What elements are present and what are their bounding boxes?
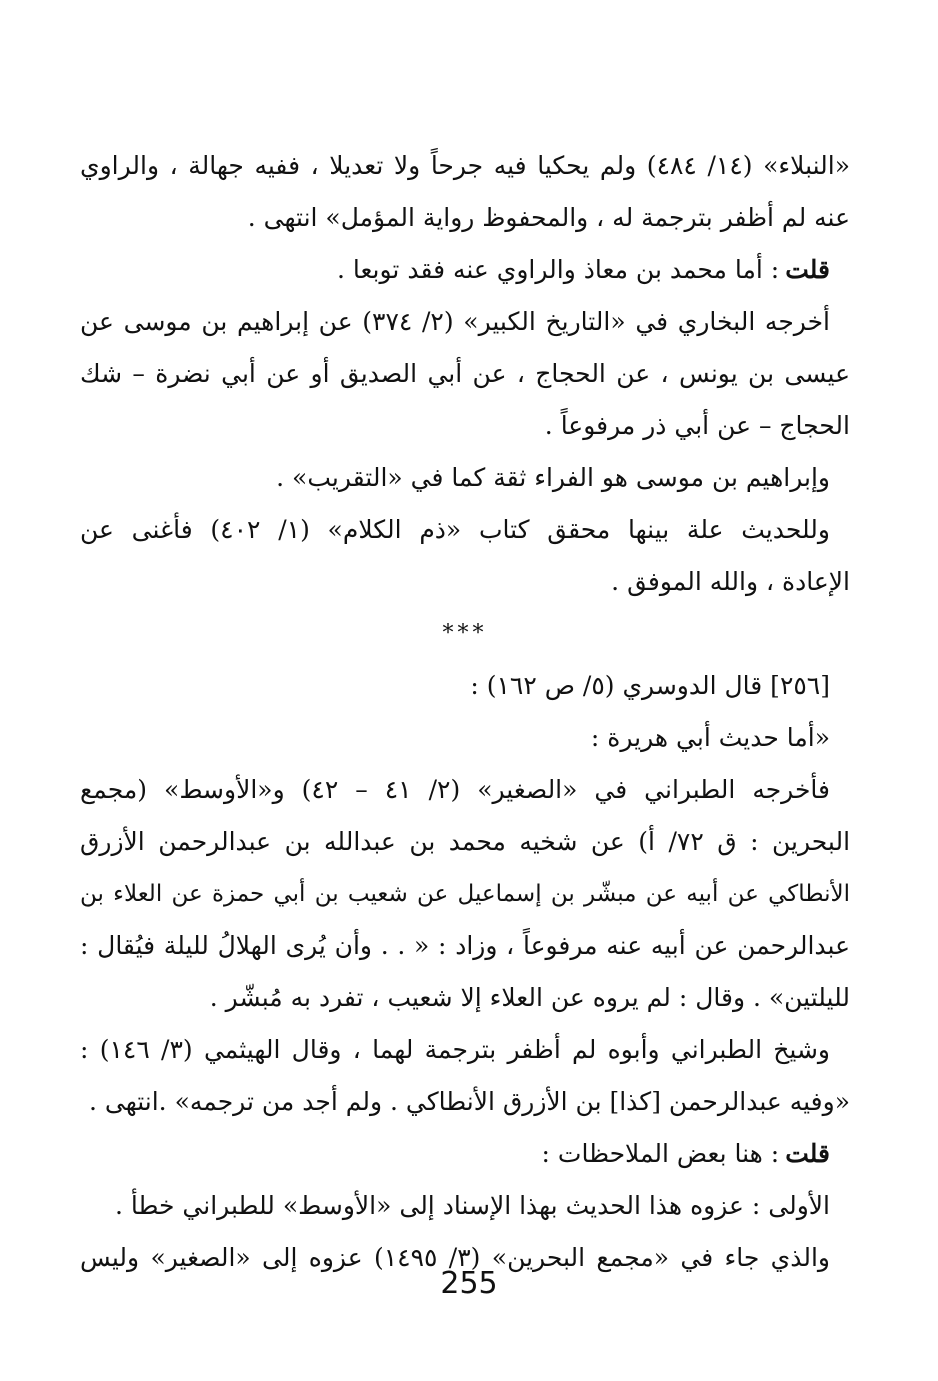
line-text: البحرين : ق ٧٢/ أ) عن شخيه محمد بن عبدالله بن عبدالرحمن الأزرق (80, 827, 850, 856)
line-text: : هنا بعض الملاحظات : (541, 1139, 780, 1168)
text-line (80, 1076, 850, 1128)
text-line (80, 660, 850, 712)
text-line (80, 868, 850, 920)
text-line (80, 920, 850, 972)
page-body-text (80, 140, 850, 1284)
text-line (80, 816, 850, 868)
line-text: «وفيه عبدالرحمن [كذا] بن الأزرق الأنطاكي . ولم أجد من ترجمه» .انتهى . (88, 1087, 850, 1116)
bold-lead-word: قلت (785, 1139, 830, 1168)
line-text: الحجاج – عن أبي ذر مرفوعاً . (544, 411, 850, 440)
line-text: وشيخ الطبراني وأبوه لم أظفر بترجمة لهما ، وقال الهيثمي (٣/ ١٤٦) : (80, 1035, 830, 1064)
text-line (80, 140, 850, 192)
line-text: *** (442, 621, 488, 646)
line-text: الإعادة ، والله الموفق . (611, 567, 850, 596)
text-line (80, 556, 850, 608)
line-text: عبدالرحمن عن أبيه عنه مرفوعاً ، وزاد : « . . وأن يُرى الهلالُ لليلة فيُقال : (80, 931, 850, 960)
text-line (80, 504, 850, 556)
line-text: أخرجه البخاري في «التاريخ الكبير» (٢/ ٣٧٤) عن إبراهيم بن موسى عن (80, 307, 830, 336)
line-text: فأخرجه الطبراني في «الصغير» (٢/ ٤١ – ٤٢) و«الأوسط» (مجمع (80, 775, 830, 804)
section-separator (80, 608, 850, 660)
text-line (80, 452, 850, 504)
text-line (80, 348, 850, 400)
line-text: «النبلاء» (١٤/ ٤٨٤) ولم يحكيا فيه جرحاً ولا تعديلا ، ففيه جهالة ، والراوي (80, 151, 850, 180)
text-line (80, 712, 850, 764)
page-number: 255 (440, 1266, 498, 1301)
line-text: عيسى بن يونس ، عن الحجاج ، عن أبي الصديق أو عن أبي نضرة – شك (80, 359, 850, 388)
line-text: والذي جاء في «مجمع البحرين» (٣/ ١٤٩٥) عزوه إلى «الصغير» وليس (80, 1243, 830, 1272)
line-text: وإبراهيم بن موسى هو الفراء ثقة كما في «التقريب» . (276, 463, 830, 492)
text-line (80, 764, 850, 816)
text-line (80, 296, 850, 348)
text-line (80, 244, 850, 296)
text-line (80, 1180, 850, 1232)
line-text: الأنطاكي عن أبيه عن مبشّر بن إسماعيل عن شعيب بن أبي حمزة عن العلاء بن (80, 881, 850, 907)
text-line (80, 1128, 850, 1180)
text-line (80, 192, 850, 244)
line-text: وللحديث علة بينها محقق كتاب «ذم الكلام» (١/ ٤٠٢) فأغنى عن (80, 515, 830, 544)
line-text: : أما محمد بن معاذ والراوي عنه فقد توبعا . (336, 255, 780, 284)
bold-lead-word: قلت (785, 255, 830, 284)
line-text: «أما حديث أبي هريرة : (590, 723, 830, 752)
line-text: لليلتين» . وقال : لم يروه عن العلاء إلا شعيب ، تفرد به مُبشّر . (209, 983, 850, 1012)
text-line (80, 1024, 850, 1076)
line-text: الأولى : عزوه هذا الحديث بهذا الإسناد إلى «الأوسط» للطبراني خطأ . (115, 1191, 830, 1220)
text-line (80, 972, 850, 1024)
text-line (80, 400, 850, 452)
line-text: [٢٥٦] قال الدوسري (٥/ ص ١٦٢) : (470, 671, 830, 700)
line-text: عنه لم أظفر بترجمة له ، والمحفوظ رواية المؤمل» انتهى . (247, 203, 850, 232)
